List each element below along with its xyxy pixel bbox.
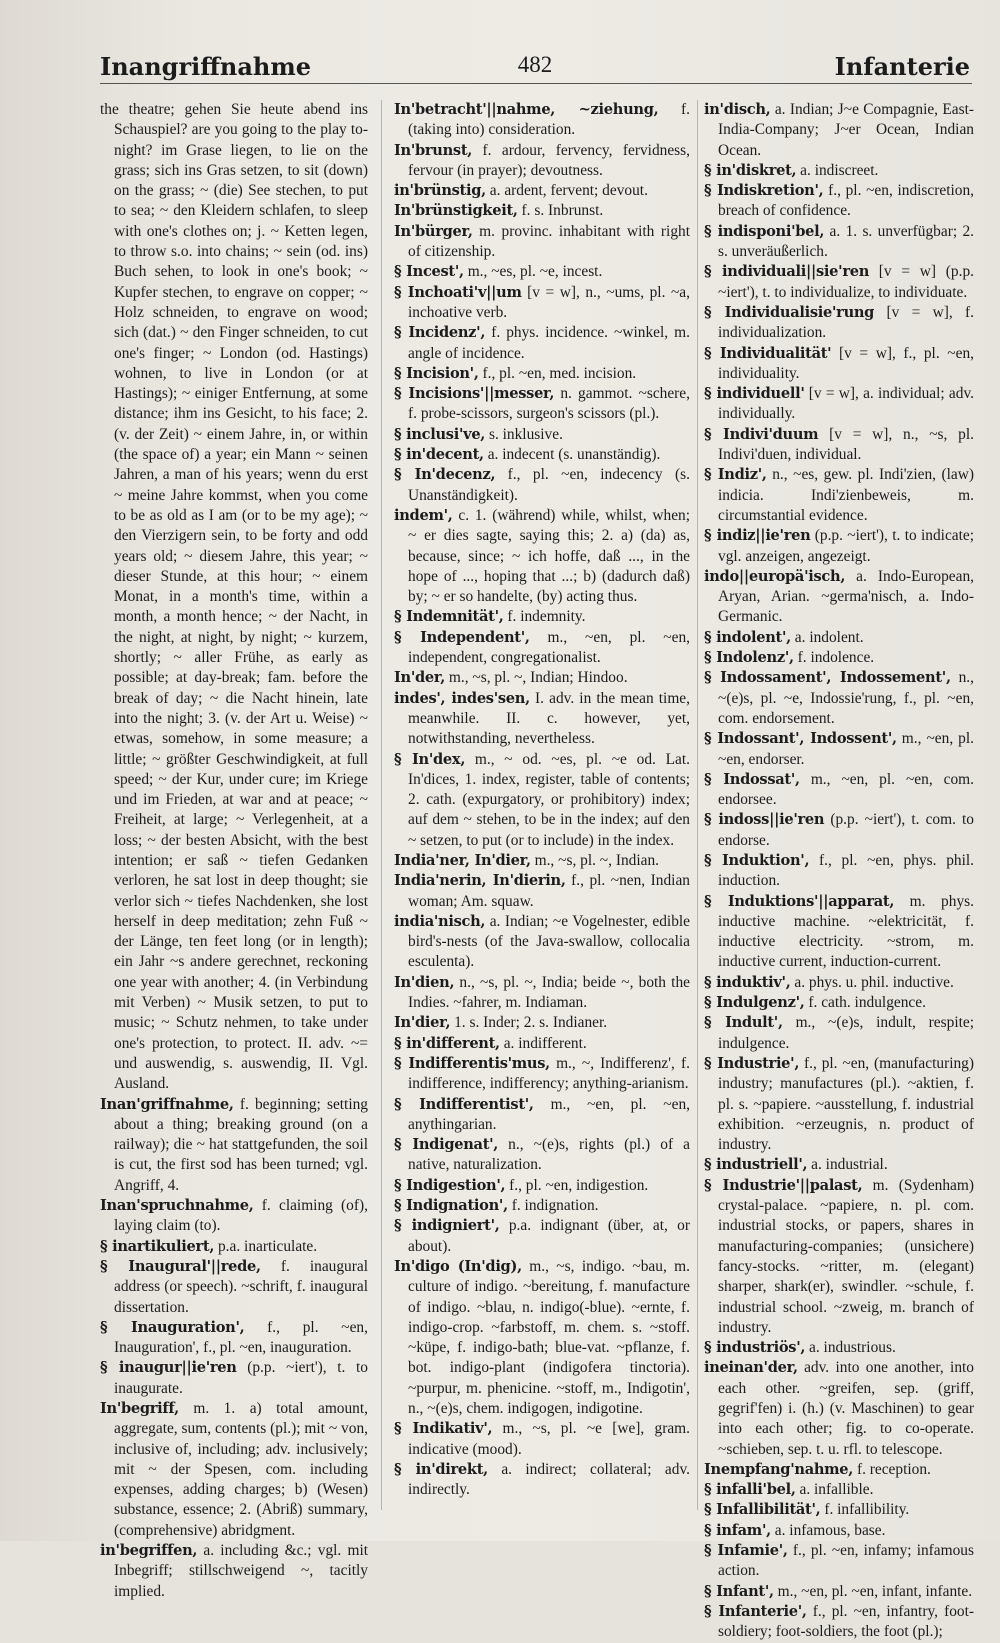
dictionary-entry: [704, 1013, 974, 1054]
entry-definition: f., pl. ~en, phys. phil. induction.: [718, 851, 974, 890]
entry-definition: a. industrious.: [809, 1339, 896, 1357]
column-middle: [394, 100, 690, 1518]
entry-definition: m. (Sydenham) crystal-palace. ~papiere, n. pl. com. industrial stocks, or papers, shares in manufacturing-companies; (unsichere) fancy-stocks. ~ritter, m. (elegant) sharper, shark(er), swindler. ~schule, f. industrial school. ~zweig, m. branch of industry.: [718, 1176, 974, 1336]
dictionary-entry: [394, 222, 690, 263]
entry-headword: § Infanterie',: [704, 1602, 807, 1620]
dictionary-entry: [704, 262, 974, 303]
entry-definition: n., ~(e)s, pl. ~e, Indossie'rung, f., pl. ~en, com. endorsement.: [718, 669, 974, 727]
entry-definition: m., ~en, pl. ~en, independent, congregationalist.: [408, 628, 690, 667]
entry-headword: In'begriff,: [100, 1400, 179, 1417]
dictionary-entry: [100, 1237, 368, 1257]
entry-definition: f., pl. ~en, Inauguration', f., pl. ~en, inauguration.: [114, 1318, 368, 1357]
entry-definition: a. 1. s. unverfügbar; 2. s. unveräußerlich.: [718, 222, 974, 261]
dictionary-entry: [394, 750, 690, 851]
entry-definition: f. phys. incidence. ~winkel, m. angle of incidence.: [408, 324, 690, 362]
dictionary-entry: [394, 141, 690, 182]
entry-headword: § Incidenz',: [394, 324, 486, 342]
dictionary-entry: [704, 303, 974, 344]
entry-definition: the theatre; gehen Sie heute abend ins Schauspiel? are you going to the play to-night? im Grase liegen, to lie on the grass; sich ins Gras setzen, to sit (down) on the grass; ~ (die) See stechen, to put to sea; ~ den Kleidern schlafen, to sleep with one's clothes on; j. ~ Ketten legen, to throw s.o. into chains; ~ sein (od. ins) Buch sehen, to look in one's book; ~ Kupfer stechen, to engrave on copper; ~ Holz schneiden, to engrave on wood; sich (dat.) ~ den Finger schneiden, to cut one's finger; ~ London (od. Hastings) wohnen, to live in London (or at Hastings); ~ einiger Entfernung, at some distance; ihm ins Gesicht, to his face; 2. (v. der Zeit) ~ einem Jahre, in, or within (the space of) a year; ein Mann ~ seinen Jahren, a man of his years; wenn du erst ~ meine Jahre kommst, when you come to be as old as I am (or to be my age); ~ den Vierzigern sein, to be forty and odd years old; ~ diesem Jahre, this year; ~ dieser Stunde, at this hour; ~ einem Monat, in a month's time, within a month, a month hence; ~ der Nacht, in the night, at night, by night; ~ kurzem, shortly; ~ aller Frühe, as early as possible; at day-break; fam. before the break of day; ~ die Nacht hinein, late into the night; 3. (v. der Art u. Weise) ~ etwas, somehow, in some measure; a little; ~ größter Geschwindigkeit, at full speed; ~ der Kur, under cure; im Kriege und im Frieden, at war and at peace; ~ Freiheit, at large; ~ Verlegenheit, at a loss; ~ der besten Absicht, with the best intention; er saß ~ tiefen Gedanken verloren, he sat lost in deep thought; sie verlor sich ~ tiefes Nachdenken, she lost herself in deep meditation; zehn Fuß ~ der Länge, ten feet long (or in length); ein Jahr ~s andere gerechnet, reckoning one year with another; 4. (in Verbindung mit Verben) ~ Musik setzen, to put to music; ~ Schutz nehmen, to take under one's protection, to protect. II. adv. ~= und auswendig, s. auswendig, II. Vgl. Ausland.: [100, 101, 368, 1093]
entry-headword: § Incest',: [394, 263, 464, 281]
entry-headword: § inartikuliert,: [100, 1237, 215, 1255]
entry-headword: in'brünstig,: [394, 182, 486, 200]
entry-definition: [v = w], n., ~s, pl. Indivi'duen, individual.: [718, 425, 974, 464]
entry-definition: f. indolence.: [797, 649, 875, 667]
entry-definition: c. 1. (während) while, whilst, when; ~ er dies sagte, saying this; 2. a) (da) as, because, since; ~ ich hoffe, daß ..., in the hope of ..., hoping that ...; b) (dadurch daß) by; ~ er so handelte, (by) acting thus.: [408, 506, 690, 606]
dictionary-entry: [704, 810, 975, 851]
dictionary-entry: [704, 181, 974, 222]
dictionary-entry: [394, 912, 690, 973]
entry-definition: (p.p. ~iert'), t. to indicate; vgl. anzeigen, angezeigt.: [718, 527, 974, 565]
entry-headword: In'dier,: [394, 1014, 451, 1032]
entry-definition: a. Indo-European, Aryan, Arian. ~germa'nisch, a. Indo-Germanic.: [718, 567, 974, 626]
entry-definition: m., ~s, pl. ~e [we], gram. indicative (mood).: [408, 1420, 690, 1458]
entry-definition: a. industrial.: [811, 1156, 888, 1174]
dictionary-entry: [100, 1358, 368, 1399]
entry-headword: § Indikativ',: [394, 1420, 493, 1438]
dictionary-entry: [704, 344, 974, 385]
entry-headword: § Inaugural'||rede,: [100, 1257, 261, 1275]
entry-headword: § Industrie',: [704, 1054, 800, 1072]
page-header: [100, 52, 970, 92]
entry-definition: f., pl. ~en, indigestion.: [509, 1176, 649, 1194]
entry-definition: f. (taking into) consideration.: [408, 101, 690, 139]
dictionary-entry: [394, 100, 690, 141]
entry-headword: § indoss||ie'ren: [704, 811, 825, 829]
entry-headword: § in'diskret,: [704, 161, 797, 179]
entry-definition: f., pl. ~en, med. incision.: [482, 364, 637, 382]
dictionary-entry: [394, 1419, 690, 1460]
entry-definition: f. inaugural address (or speech). ~schrift, f. inaugural dissertation.: [114, 1257, 368, 1316]
entry-headword: § Indifferentis'mus,: [394, 1054, 550, 1072]
entry-definition: f., pl. ~nen, Indian woman; Am. squaw.: [408, 872, 690, 910]
column-left: [100, 100, 369, 1600]
entry-definition: adv. into one another, into each other. ~greifen, sep. (griff, gegrif'fen) i. (h.) (v. Maschinen) to gear into each other; fig. to co-operate. ~schieben, sep. t. u. rfl. to telescope.: [718, 1359, 974, 1458]
dictionary-entry: [394, 1013, 690, 1033]
entry-headword: § Indemnität',: [394, 608, 504, 626]
dictionary-entry: [704, 1541, 974, 1582]
header-rule: [100, 83, 972, 84]
entry-headword: § Indossat',: [704, 770, 800, 788]
dictionary-entry: [704, 1358, 974, 1459]
entry-definition: m., ~es, pl. ~e, incest.: [467, 263, 603, 281]
dictionary-entry: [100, 1257, 368, 1318]
dictionary-entry: [394, 425, 690, 445]
entry-headword: § Inchoati'v||um: [394, 283, 522, 301]
entry-definition: (p.p. ~iert'), t. to inaugurate.: [114, 1359, 368, 1397]
entry-definition: p.a. indignant (über, at, or about).: [408, 1217, 690, 1255]
entry-definition: (p.p. ~iert'), t. com. to endorse.: [718, 811, 975, 849]
entry-headword: § Individualisie'rung: [704, 303, 875, 321]
entry-definition: f. ardour, fervency, fervidness, fervour (in prayer); devoutness.: [408, 141, 690, 179]
entry-headword: § indigniert',: [394, 1217, 500, 1235]
entry-definition: m., ~en, pl. ~en, anythingarian.: [408, 1095, 690, 1133]
entry-definition: f. indignation.: [511, 1197, 599, 1215]
entry-definition: [v = w], a. individual; adv. individually.: [718, 385, 974, 423]
entry-headword: § infalli'bel,: [704, 1481, 796, 1499]
entry-definition: s. inklusive.: [488, 425, 563, 443]
dictionary-entry: [704, 222, 974, 263]
entry-definition: m., ~en, pl. ~en, com. endorsee.: [718, 770, 974, 809]
entry-definition: n. gammot. ~schere, f. probe-scissors, surgeon's scissors (pl.).: [408, 385, 690, 423]
entry-definition: [v = w], n., ~ums, pl. ~a, inchoative verb.: [408, 283, 690, 321]
dictionary-entry: [704, 1602, 975, 1643]
dictionary-entry: [704, 1521, 974, 1541]
dictionary-entry: [394, 1176, 690, 1196]
entry-headword: § individuell': [704, 385, 805, 403]
entry-headword: § inaugur||ie'ren: [100, 1359, 237, 1377]
entry-headword: In'brünstigkeit,: [394, 202, 518, 220]
entry-headword: § indolent',: [704, 628, 791, 646]
dictionary-entry: [704, 973, 974, 993]
entry-headword: § Indossant', Indossent',: [704, 730, 897, 748]
entry-definition: p.a. inarticulate.: [217, 1237, 318, 1255]
entry-definition: f., pl. ~en, infantry, foot-soldiery; foot-soldiers, the foot (pl.);: [718, 1602, 975, 1641]
column-right: [704, 100, 975, 1641]
entry-definition: n., ~es, gew. pl. Indi'zien, (law) indicia. Indi'zienbeweis, m. circumstantial evidence.: [718, 466, 974, 524]
dictionary-entry: [704, 668, 974, 729]
dictionary-entry: [704, 1054, 974, 1155]
entry-headword: § Infant',: [704, 1582, 774, 1600]
entry-definition: m., ~en, pl. ~en, endorser.: [718, 730, 974, 768]
dictionary-entry: [100, 1318, 368, 1359]
dictionary-entry: [704, 1155, 974, 1175]
entry-definition: f., pl. ~en, (manufacturing) industry; manufactures (pl.). ~aktien, f. pl. s. ~papiere. ~ausstellung, f. industrial exhibition. ~erzeugnis, n. product of industry.: [718, 1054, 974, 1154]
entry-definition: a. indifferent.: [503, 1034, 587, 1052]
dictionary-entry: [394, 445, 690, 465]
dictionary-entry: [394, 465, 691, 506]
entry-headword: § Infallibilität',: [704, 1501, 821, 1519]
entry-definition: a. indecent (s. unanständig).: [487, 446, 661, 464]
entry-headword: § individuali||sie'ren: [704, 263, 870, 281]
dictionary-entry: [704, 993, 974, 1013]
entry-headword: Inan'spruchnahme,: [100, 1197, 254, 1215]
entry-definition: f. reception.: [856, 1460, 931, 1478]
dictionary-entry: [394, 1135, 690, 1176]
entry-definition: a. ardent, fervent; devout.: [489, 182, 648, 200]
entry-definition: m., ~s, pl. ~, Indian; Hindoo.: [448, 669, 628, 687]
entry-definition: a. Indian; J~e Compagnie, East-India-Company; J~er Ocean, Indian Ocean.: [718, 101, 974, 159]
entry-headword: § Indossament', Indossement',: [704, 669, 951, 687]
entry-definition: f. indemnity.: [507, 608, 586, 626]
entry-definition: a. infamous, base.: [774, 1521, 886, 1539]
dictionary-entry: [704, 1480, 974, 1500]
dictionary-entry: [394, 1460, 690, 1501]
dictionary-entry: [394, 364, 690, 384]
entry-headword: § Indigenat',: [394, 1136, 499, 1154]
page-number: 482: [517, 52, 553, 77]
entry-headword: § Indolenz',: [704, 649, 794, 667]
dictionary-entry: [394, 1095, 690, 1136]
entry-headword: § Inauguration',: [100, 1318, 245, 1336]
entry-headword: § in'direkt,: [394, 1460, 488, 1478]
dictionary-entry: [704, 628, 974, 648]
entry-headword: § Induktion',: [704, 851, 810, 869]
dictionary-entry: [704, 729, 974, 770]
entry-headword: India'nerin, In'dierin,: [394, 872, 566, 890]
entry-headword: § industriell',: [704, 1156, 808, 1174]
dictionary-entry: [704, 1582, 974, 1602]
entry-definition: a. infallible.: [799, 1481, 874, 1499]
dictionary-entry: [394, 628, 690, 669]
entry-headword: § indisponi'bel,: [704, 222, 825, 240]
entry-headword: § in'different,: [394, 1034, 500, 1052]
dictionary-entry: [394, 1054, 690, 1095]
dictionary-entry: [100, 1196, 368, 1237]
entry-definition: a. Indian; ~e Vogelnester, edible bird's-nests (of the Java-swallow, collocalia esculenta).: [408, 912, 690, 971]
entry-headword: indes', indes'sen,: [394, 689, 530, 707]
entry-headword: § Incisions'||messer,: [394, 385, 555, 403]
entry-headword: § industriös',: [704, 1339, 806, 1357]
entry-definition: a. indiscreet.: [800, 161, 879, 179]
entry-headword: Inan'griffnahme,: [100, 1095, 234, 1113]
entry-headword: In'bürger,: [394, 222, 473, 240]
entry-definition: f., pl. ~en, indecency (s. Unanständigkeit).: [408, 466, 691, 504]
entry-headword: § Independent',: [394, 628, 530, 646]
right-running-headword: Infanterie: [834, 52, 970, 81]
column-divider: [381, 100, 382, 1510]
entry-definition: f. s. Inbrunst.: [521, 202, 604, 220]
dictionary-entry: [704, 1500, 974, 1520]
dictionary-entry: [394, 1034, 690, 1054]
dictionary-entry: [704, 567, 974, 628]
dictionary-entry: [394, 1257, 690, 1419]
dictionary-entry: [704, 851, 974, 892]
entry-headword: § Indiz',: [704, 466, 767, 484]
entry-headword: § indiz||ie'ren: [704, 527, 811, 545]
entry-headword: § Infamie',: [704, 1542, 788, 1560]
dictionary-entry: [704, 770, 974, 811]
entry-definition: f., pl. ~en, indiscretion, breach of confidence.: [718, 182, 974, 220]
entry-definition: m., ~ od. ~es, pl. ~e od. Lat. In'dices, 1. index, register, table of contents; 2. cath. (expurgatory, or prohibitory) index; auf dem ~ stehen, to be in the index; auf den ~ setzen, to put (or to include) in the index.: [408, 750, 690, 849]
dictionary-entry: [394, 607, 690, 627]
dictionary-entry: [394, 323, 690, 364]
entry-headword: § Indulgenz',: [704, 994, 805, 1012]
entry-headword: § infam',: [704, 1521, 771, 1539]
entry-headword: in'disch,: [704, 101, 771, 118]
dictionary-entry: [394, 668, 690, 688]
dictionary-entry: [100, 1095, 368, 1196]
entry-headword: In'betracht'||nahme, ~ziehung,: [394, 101, 659, 118]
column-divider: [697, 100, 698, 1510]
entry-headword: § In'dex,: [394, 750, 466, 768]
dictionary-entry: [100, 100, 368, 1095]
entry-headword: § inclusi've,: [394, 425, 486, 443]
dictionary-entry: [704, 1176, 974, 1338]
entry-headword: § Individualität': [704, 344, 832, 362]
entry-headword: § Indifferentist',: [394, 1095, 534, 1113]
dictionary-entry: [394, 262, 690, 282]
dictionary-entry: [704, 425, 974, 466]
entry-definition: I. adv. in the mean time, meanwhile. II. c. however, yet, notwithstanding, nevertheless.: [408, 689, 690, 748]
dictionary-entry: [394, 384, 690, 425]
entry-definition: a. phys. u. phil. inductive.: [794, 973, 954, 991]
entry-definition: m. provinc. inhabitant with right of citizenship.: [408, 222, 690, 261]
entry-headword: § induktiv',: [704, 973, 791, 991]
entry-headword: § Indiskretion',: [704, 182, 824, 200]
dictionary-entry: [394, 871, 690, 912]
entry-definition: f. beginning; setting about a thing; breaking ground (on a railway); die ~ hat stattgefunden, the soil is cut, the first sod has been turned; vgl. Angriff, 4.: [114, 1095, 368, 1194]
dictionary-entry: [100, 1399, 368, 1541]
dictionary-entry: [704, 1338, 974, 1358]
entry-definition: m., ~s, indigo. ~bau, m. culture of indigo. ~bereitung, f. manufacture of indigo. ~blau, n. indigo(-blue). ~ernte, f. indigo-crop. ~farbstoff, m. chem. s. ~stoff. ~küpe, f. indigo-bath; blue-vat. ~pflanze, f. bot. indigo-plant (indigofera tinctoria). ~purpur, m. phenicine. ~stoff, m., Indigotin', n., ~(e)s, chem. indigogen, indigotine.: [408, 1257, 690, 1417]
dictionary-entry: [394, 181, 690, 201]
entry-definition: n., ~s, pl. ~, India; beide ~, both the Indies. ~fahrer, m. Indiaman.: [408, 973, 690, 1012]
entry-definition: m., ~en, pl. ~en, infant, infante.: [777, 1582, 973, 1600]
entry-definition: n., ~(e)s, rights (pl.) of a native, naturalization.: [408, 1136, 690, 1174]
dictionary-entry: [704, 384, 974, 425]
dictionary-entry: [394, 689, 690, 750]
entry-headword: indem',: [394, 506, 453, 524]
dictionary-entry: [394, 506, 690, 607]
entry-headword: § Induktions'||apparat,: [704, 892, 895, 910]
entry-definition: a. indolent.: [794, 628, 864, 646]
entry-definition: [v = w] (p.p. ~iert'), t. to individualize, to individuate.: [718, 263, 974, 301]
dictionary-entry: [704, 526, 974, 567]
dictionary-entry: [704, 648, 974, 668]
dictionary-entry: [394, 851, 690, 871]
entry-headword: In'digo (In'dig),: [394, 1257, 522, 1275]
entry-definition: [v = w], f. individualization.: [718, 303, 974, 342]
dictionary-entry: [704, 100, 974, 161]
entry-headword: india'nisch,: [394, 912, 486, 930]
entry-definition: m. 1. a) total amount, aggregate, sum, contents (pl.); mit ~ von, inclusive of, including; adv. inclusively; mit ~ der Spesen, com. including expenses, adding charges; b) (Wesen) substance, essence; 2. (Abriß) summary, (comprehensive) abridgment.: [114, 1400, 368, 1539]
dictionary-entry: [704, 1460, 974, 1480]
entry-definition: [v = w], f., pl. ~en, individuality.: [718, 344, 974, 382]
entry-headword: § Indignation',: [394, 1197, 508, 1215]
entry-definition: f. claiming (of), laying claim (to).: [114, 1197, 368, 1235]
entry-definition: m. phys. inductive machine. ~elektricität, f. inductive electricity. ~strom, m. inductive current, induction-current.: [718, 892, 974, 971]
entry-definition: f. infallibility.: [824, 1501, 910, 1519]
entry-headword: ineinan'der,: [704, 1359, 798, 1377]
entry-definition: 1. s. Inder; 2. s. Indianer.: [454, 1014, 608, 1032]
entry-definition: f. cath. indulgence.: [808, 994, 926, 1012]
entry-definition: m., ~s, pl. ~, Indian.: [534, 851, 659, 869]
dictionary-entry: [704, 465, 974, 526]
dictionary-entry: [394, 283, 690, 324]
entry-headword: India'ner, In'dier,: [394, 851, 531, 869]
entry-headword: In'der,: [394, 669, 446, 687]
entry-definition: f., pl. ~en, infamy; infamous action.: [718, 1542, 974, 1580]
entry-headword: in'begriffen,: [100, 1542, 198, 1560]
entry-definition: m., ~(e)s, indult, respite; indulgence.: [718, 1014, 974, 1052]
entry-headword: § Industrie'||palast,: [704, 1176, 863, 1194]
entry-headword: indo||europä'isch,: [704, 567, 846, 585]
entry-headword: In'brunst,: [394, 141, 473, 159]
dictionary-entry: [100, 1541, 369, 1602]
entry-headword: In'dien,: [394, 973, 455, 991]
entry-headword: § in'decent,: [394, 446, 484, 464]
dictionary-entry: [704, 161, 974, 181]
entry-definition: m., ~, Indifferenz', f. indifference, indifferency; anything-arianism.: [408, 1054, 690, 1093]
entry-headword: § In'decenz,: [394, 466, 496, 484]
entry-headword: § Indult',: [704, 1014, 783, 1032]
dictionary-entry: [394, 1216, 690, 1257]
entry-headword: Inempfang'nahme,: [704, 1460, 854, 1478]
entry-definition: a. indirect; collateral; adv. indirectly.: [408, 1460, 690, 1499]
entry-headword: § Indivi'duum: [704, 425, 819, 443]
dictionary-entry: [394, 201, 690, 221]
dictionary-entry: [394, 973, 690, 1014]
entry-definition: a. including &c.; vgl. mit Inbegriff; stillschweigend ~, tacitly implied.: [114, 1542, 369, 1600]
entry-headword: § Indigestion',: [394, 1176, 506, 1194]
entry-headword: § Incision',: [394, 364, 479, 382]
dictionary-entry: [704, 892, 974, 973]
left-running-headword: Inangriffnahme: [100, 52, 312, 81]
dictionary-entry: [394, 1196, 690, 1216]
